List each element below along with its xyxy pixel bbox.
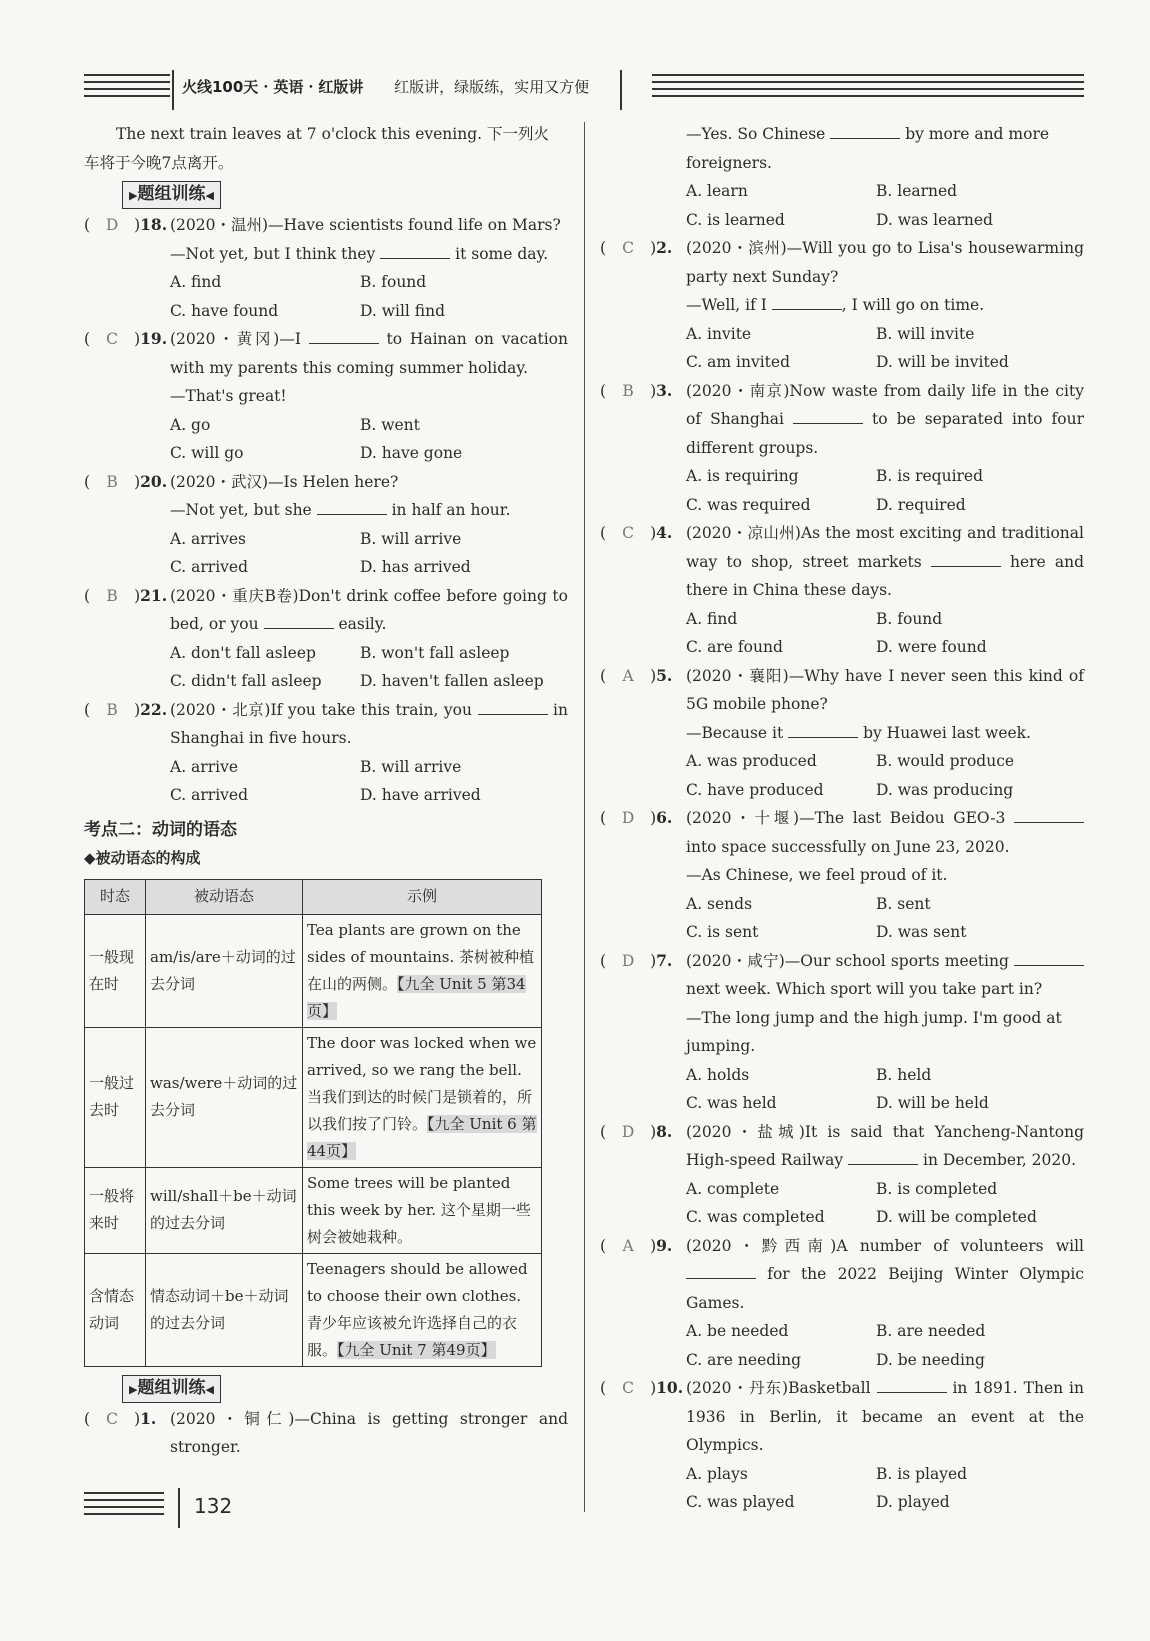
question-block	[600, 1232, 1084, 1375]
question-source: (2020・武汉)	[170, 472, 269, 491]
option-list	[600, 320, 1084, 377]
option: B. is completed	[876, 1179, 998, 1198]
question-20	[84, 468, 568, 497]
option: B. would produce	[876, 752, 1015, 770]
question-block	[600, 1374, 1084, 1517]
table-header: 时态	[85, 879, 146, 914]
question-text: —The last Beidou GEO-3 into space successfully on June 23, 2020.	[686, 809, 1084, 856]
option-list	[84, 525, 568, 582]
option: A. be needed	[686, 1322, 789, 1340]
question-block	[600, 947, 1084, 1118]
question-5	[600, 662, 1084, 719]
question-number: 20.	[140, 471, 168, 491]
passive-voice-table	[84, 879, 542, 1367]
option: B. sent	[876, 894, 931, 913]
question-text: —Is Helen here?	[268, 472, 399, 491]
answer: B	[106, 472, 118, 491]
dialogue-line: —The long jump and the high jump. I'm good at jumping.	[686, 1008, 1062, 1055]
option: A. find	[686, 609, 738, 628]
option-list	[84, 753, 568, 810]
question-source: (2020・重庆B卷)	[170, 586, 299, 605]
option-list	[600, 1175, 1084, 1232]
option: C. was played	[686, 1493, 795, 1511]
question-number: 7.	[656, 950, 673, 970]
question-block	[84, 696, 568, 810]
option: C. was completed	[686, 1208, 825, 1226]
question-text: —Why have I never seen this kind of 5G mobile phone?	[686, 666, 1084, 713]
question-block	[600, 804, 1084, 947]
question-label: ( D )7.	[600, 947, 672, 976]
question-source: (2020・北京)	[170, 700, 271, 719]
question-block	[600, 519, 1084, 662]
option: C. arrived	[170, 558, 249, 576]
intro-chinese-2: 车将于今晚7点离开。	[84, 153, 234, 172]
option: C. am invited	[686, 353, 791, 371]
question-label: ( B )3.	[600, 377, 672, 406]
question-source: (2020・十堰)	[686, 809, 800, 827]
question-number: 2.	[656, 238, 673, 257]
option-list	[600, 890, 1084, 947]
option: D. was learned	[876, 210, 993, 229]
answer: D	[621, 809, 635, 827]
table-cell-example: The door was locked when we arrived, so we rang the bell. 当我们到达的时候门是锁着的，所以我们按了门铃。【九全 Unit 6 第44页】	[303, 1027, 542, 1167]
table-cell-form: was/were＋动词的过去分词	[146, 1027, 303, 1167]
question-text: —Will you go to Lisa's housewarming party next Sunday?	[686, 239, 1084, 286]
table-cell-tense: 一般将来时	[85, 1167, 146, 1253]
option: C. didn't fall asleep	[170, 672, 322, 690]
dialogue-line: —As Chinese, we feel proud of it.	[686, 866, 948, 884]
table-cell-form: will/shall＋be＋动词的过去分词	[146, 1167, 303, 1253]
option: B. held	[876, 1065, 932, 1084]
option: C. was held	[686, 1094, 777, 1112]
option: A. sends	[686, 894, 753, 913]
question-number: 6.	[656, 808, 673, 827]
left-question-list	[84, 211, 568, 810]
question-number: 1.	[140, 1408, 157, 1428]
question-block	[84, 468, 568, 582]
table-cell-tense: 含情态动词	[85, 1253, 146, 1366]
answer-blank	[931, 548, 1001, 567]
option: A. invite	[686, 324, 752, 343]
header-divider-right	[620, 70, 622, 110]
answer-blank	[793, 405, 863, 424]
question-number: 3.	[656, 380, 673, 400]
table-cell-example: Some trees will be planted this week by her. 这个星期一些树会被她栽种。	[303, 1167, 542, 1253]
footer-divider	[178, 1488, 180, 1528]
question-number: 19.	[140, 329, 168, 348]
option: A. holds	[686, 1065, 750, 1084]
dialogue-line: —Not yet, but she in half an hour.	[84, 496, 568, 525]
question-label: ( B )22.	[84, 696, 167, 725]
option-list	[600, 177, 1084, 234]
question-label: ( C )4.	[600, 519, 672, 548]
question-label: ( D )18.	[84, 211, 167, 240]
option-list	[84, 268, 568, 325]
question-source: (2020・盐城)	[686, 1122, 805, 1141]
table-header: 示例	[303, 879, 542, 914]
question-block	[600, 377, 1084, 520]
question-number: 22.	[140, 699, 168, 719]
table-row	[85, 914, 542, 1027]
answer-blank	[877, 1374, 947, 1393]
option: A. arrive	[170, 757, 238, 776]
option: C. is learned	[686, 210, 785, 229]
option: D. was sent	[876, 923, 967, 941]
intro-example	[84, 120, 568, 177]
option: C. are found	[686, 638, 783, 656]
question-1: ( C )1. (2020・铜仁)—China is getting stronger and stronger.	[84, 1405, 568, 1462]
answer: C	[622, 524, 634, 542]
intro-english: The next train leaves at 7 o'clock this evening.	[116, 125, 483, 143]
question-label: ( C )2.	[600, 234, 672, 263]
answer: B	[106, 586, 118, 605]
option: D. were found	[876, 638, 987, 656]
option: C. are needing	[686, 1350, 802, 1369]
answer: A	[622, 666, 634, 685]
right-column	[600, 120, 1084, 1517]
question-block	[600, 1118, 1084, 1232]
option: C. will go	[170, 444, 244, 462]
textbook-reference: 【九全 Unit 6 第44页】	[307, 1114, 537, 1160]
option: B. won't fall asleep	[360, 643, 510, 662]
question-source: (2020・温州)	[170, 216, 269, 234]
page-header	[84, 70, 1084, 110]
textbook-reference: 【九全 Unit 5 第34页】	[307, 974, 526, 1020]
option: A. learn	[686, 182, 748, 200]
option: D. required	[876, 495, 966, 514]
question-6	[600, 804, 1084, 861]
question-block	[600, 234, 1084, 377]
question-source: (2020・铜仁)	[170, 1409, 295, 1428]
answer: D	[621, 951, 635, 970]
section-title: 考点二：动词的语态	[84, 819, 237, 840]
question-1-continued	[600, 120, 1084, 234]
option: C. is sent	[686, 923, 759, 941]
question-text: As the most exciting and traditional way to shop, street markets here and there in China these days.	[686, 524, 1084, 599]
question-label: ( A )5.	[600, 662, 672, 691]
option: D. be needing	[876, 1350, 985, 1369]
option: B. learned	[876, 182, 958, 200]
option: D. haven't fallen asleep	[360, 672, 544, 690]
answer: B	[106, 700, 118, 719]
answer-blank	[788, 719, 858, 738]
option: B. is required	[876, 467, 984, 485]
question-source: (2020・黔西南)	[686, 1236, 837, 1255]
question-label: ( B )21.	[84, 582, 167, 611]
option: B. found	[360, 273, 427, 291]
group-title: ▶题组训练◀	[122, 181, 221, 209]
question-source: (2020・凉山州)	[686, 524, 801, 542]
question-block	[600, 662, 1084, 805]
question-label: ( A )9.	[600, 1232, 672, 1261]
section-subtitle: ◆被动语态的构成	[84, 849, 201, 867]
table-row	[85, 1027, 542, 1167]
option: C. arrived	[170, 786, 249, 804]
question-text: A number of volunteers will for the 2022 Beijing Winter Olympic Games.	[686, 1236, 1085, 1312]
header-divider	[172, 70, 174, 110]
question-label: ( C )10.	[600, 1374, 683, 1403]
option: D. will be held	[876, 1094, 989, 1112]
option: D. will be completed	[876, 1208, 1037, 1226]
question-text: Now waste from daily life in the city of Shanghai to be separated into four different groups.	[686, 381, 1084, 457]
answer-blank	[830, 120, 900, 139]
question-number: 21.	[140, 585, 168, 605]
question-number: 9.	[656, 1235, 673, 1255]
option: B. went	[360, 415, 420, 434]
option-list	[600, 1317, 1084, 1374]
question-number: 8.	[656, 1121, 673, 1141]
question-text: If you take this train, you in Shanghai in five hours.	[170, 701, 568, 748]
answer-blank	[686, 1260, 756, 1279]
textbook-reference: 【九全 Unit 7 第49页】	[337, 1340, 496, 1359]
option-list	[600, 1061, 1084, 1118]
header-book: 火线100天・英语・红版讲	[182, 78, 364, 96]
page-number: 132	[194, 1494, 233, 1518]
question-8	[600, 1118, 1084, 1175]
table-cell-form: am/is/are＋动词的过去分词	[146, 914, 303, 1027]
header-text	[182, 76, 615, 97]
question-label: ( B )20.	[84, 468, 167, 497]
group-title-2: ▶题组训练◀	[122, 1375, 221, 1403]
question-source: (2020・滨州)	[686, 239, 787, 257]
option: A. plays	[686, 1464, 748, 1483]
question-4	[600, 519, 1084, 605]
question-text: —Our school sports meeting next week. Which sport will you take part in?	[686, 952, 1084, 999]
option: B. is played	[876, 1464, 968, 1483]
answer-blank	[478, 696, 548, 715]
option: A. complete	[686, 1179, 780, 1198]
option: A. find	[170, 273, 222, 291]
question-21	[84, 582, 568, 639]
question-text: Don't drink coffee before going to bed, or you easily.	[170, 586, 568, 633]
question-7	[600, 947, 1084, 1004]
option: C. have produced	[686, 780, 824, 799]
question-source: (2020・黄冈)	[170, 330, 280, 348]
dialogue-line: —Well, if I , I will go on time.	[600, 291, 1084, 320]
option-list	[600, 1460, 1084, 1517]
option: B. will arrive	[360, 757, 462, 776]
question-block	[84, 325, 568, 468]
question-9	[600, 1232, 1084, 1318]
option: A. go	[170, 415, 211, 434]
option-list	[600, 462, 1084, 519]
question-text: Basketball in 1891. Then in 1936 in Berlin, it became an event at the Olympics.	[686, 1379, 1084, 1454]
table-row	[85, 1167, 542, 1253]
option: B. will arrive	[360, 529, 462, 548]
question-text: —Have scientists found life on Mars?	[268, 216, 561, 234]
answer-blank	[848, 1146, 918, 1165]
option: D. have arrived	[360, 786, 481, 804]
question-2	[600, 234, 1084, 291]
question-label: ( D )6.	[600, 804, 672, 833]
question-block	[84, 211, 568, 325]
option: B. found	[876, 609, 943, 628]
option: D. played	[876, 1493, 950, 1511]
header-rule-left	[84, 74, 170, 102]
option: D. was producing	[876, 780, 1014, 799]
option: D. will find	[360, 301, 446, 320]
answer: B	[622, 381, 634, 400]
answer: D	[105, 216, 119, 234]
answer-blank	[1014, 804, 1084, 823]
option: D. has arrived	[360, 558, 471, 576]
question-text: —I to Hainan on vacation with my parents this coming summer holiday.	[170, 330, 568, 377]
option: D. have gone	[360, 444, 463, 462]
question-text: It is said that Yancheng-Nantong High-speed Railway in December, 2020.	[686, 1122, 1084, 1169]
answer: C	[106, 330, 118, 348]
question-label: ( C )19.	[84, 325, 167, 354]
question-number: 5.	[656, 665, 673, 685]
question-label: ( D )8.	[600, 1118, 672, 1147]
answer: C	[622, 1379, 634, 1397]
answer: A	[622, 1236, 634, 1255]
option-list	[600, 605, 1084, 662]
option: B. are needed	[876, 1322, 986, 1340]
question-number: 4.	[656, 523, 673, 542]
answer-blank	[317, 496, 387, 515]
question-source: (2020・咸宁)	[686, 951, 785, 970]
dialogue-line: —Because it by Huawei last week.	[600, 719, 1084, 748]
column-divider	[584, 122, 585, 1512]
intro-chinese-1: 下一列火	[487, 125, 550, 143]
table-cell-example: Tea plants are grown on the sides of mountains. 茶树被种植在山的两侧。【九全 Unit 5 第34页】	[303, 914, 542, 1027]
dialogue-line: —Yes. So Chinese by more and more foreigners.	[600, 120, 1084, 177]
question-10	[600, 1374, 1084, 1460]
question-22	[84, 696, 568, 753]
answer-blank	[380, 240, 450, 259]
answer-blank	[309, 325, 379, 344]
answer: C	[622, 239, 634, 257]
table-cell-tense: 一般现在时	[85, 914, 146, 1027]
answer-blank	[264, 610, 334, 629]
footer-rule	[84, 1492, 164, 1520]
option: A. arrives	[170, 529, 246, 548]
table-header-row	[85, 879, 542, 914]
question-source: (2020・丹东)	[686, 1379, 789, 1397]
option: A. is requiring	[686, 467, 799, 485]
option: D. will be invited	[876, 353, 1009, 371]
answer-blank	[772, 291, 842, 310]
option: B. will invite	[876, 324, 975, 343]
option-list	[84, 411, 568, 468]
table-row	[85, 1253, 542, 1366]
answer-blank	[1014, 947, 1084, 966]
left-column	[84, 120, 568, 1462]
question-source: (2020・襄阳)	[686, 666, 789, 685]
dialogue-line: —That's great!	[170, 387, 287, 405]
table-header: 被动语态	[146, 879, 303, 914]
question-block	[84, 582, 568, 696]
header-rule-right	[652, 74, 1084, 102]
option: C. have found	[170, 301, 279, 320]
question-source: (2020・南京)	[686, 381, 790, 400]
header-slogan: 红版讲，绿版练，实用又方便	[394, 78, 590, 96]
option: A. was produced	[686, 752, 817, 770]
question-19	[84, 325, 568, 382]
option-list	[84, 639, 568, 696]
option-list	[600, 747, 1084, 804]
option: C. was required	[686, 495, 811, 514]
table-cell-tense: 一般过去时	[85, 1027, 146, 1167]
question-number: 10.	[656, 1378, 684, 1397]
question-text: —China is getting stronger and stronger.	[170, 1409, 568, 1456]
question-18	[84, 211, 568, 240]
option: A. don't fall asleep	[170, 643, 316, 662]
question-3	[600, 377, 1084, 463]
right-question-list	[600, 234, 1084, 1517]
answer: C	[106, 1409, 118, 1428]
page-footer	[84, 1488, 284, 1528]
question-number: 18.	[140, 215, 168, 234]
table-cell-form: 情态动词＋be＋动词的过去分词	[146, 1253, 303, 1366]
answer: D	[621, 1122, 635, 1141]
dialogue-line: —Not yet, but I think they it some day.	[84, 240, 568, 269]
table-cell-example: Teenagers should be allowed to choose their own clothes. 青少年应该被允许选择自己的衣服。【九全 Unit 7 第49页】	[303, 1253, 542, 1366]
